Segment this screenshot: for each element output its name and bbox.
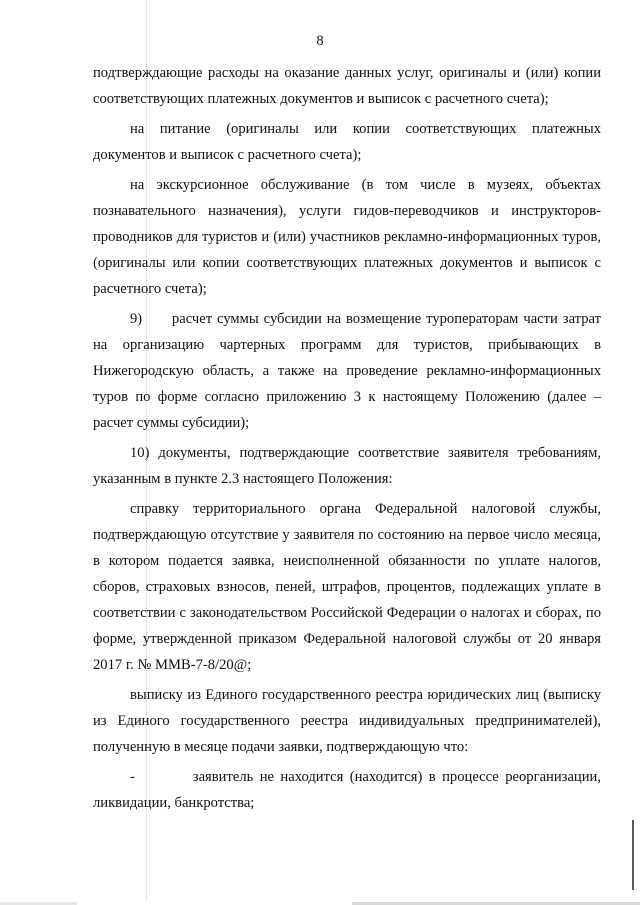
document-body: [93, 60, 601, 820]
paragraph-item-10: 10) документы, подтверждающие соответствие заявителя требованиям, указанным в пункте 2.3 настоящего Положения:: [93, 445, 601, 487]
paragraph-registry-extract: выписку из Единого государственного реестра юридических лиц (выписку из Единого государственного реестра индивидуальных предпринимателей), полученную в месяце подачи заявки, подтверждающую что:: [93, 687, 601, 755]
paragraph-tax-certificate: справку территориального органа Федеральной налоговой службы, подтверждающую отсутствие у заявителя по состоянию на первое число месяца, в котором подается заявка, неисполненной обязанности по уплате налогов, сборов, страховых взносов, пеней, штрафов, процентов, подлежащих уплате в соответствии с законодательством Российской Федерации о налогах и сборах, по форме, утвержденной приказом Федеральной налоговой службы от 20 января 2017 г. № ММВ-7-8/20@;: [93, 501, 601, 673]
scan-artifact-edge: [632, 820, 634, 890]
paragraph-continuation: подтверждающие расходы на оказание данных услуг, оригиналы и (или) копии соответствующих платежных документов и выписок с расчетного счета);: [93, 65, 601, 107]
paragraph-bullet-reorganization: - заявитель не находится (находится) в процессе реорганизации, ликвидации, банкротства;: [93, 769, 601, 811]
paragraph-meals: на питание (оригиналы или копии соответствующих платежных документов и выписок с расчетного счета);: [93, 121, 601, 163]
paragraph-excursions: на экскурсионное обслуживание (в том числе в музеях, объектах познавательного назначения), услуги гидов-переводчиков и инструкторов-проводников для туристов и (или) участников рекламно-информационных туров, (оригиналы или копии соответствующих платежных документов и выписок с расчетного счета);: [93, 177, 601, 297]
paragraph-item-9: 9) расчет суммы субсидии на возмещение туроператорам части затрат на организацию чартерных программ для туристов, прибывающих в Нижегородскую область, а также на проведение рекламно-информационных туров по форме согласно приложению 3 к настоящему Положению (далее – расчет суммы субсидии);: [93, 311, 601, 431]
page-number: 8: [316, 33, 324, 49]
